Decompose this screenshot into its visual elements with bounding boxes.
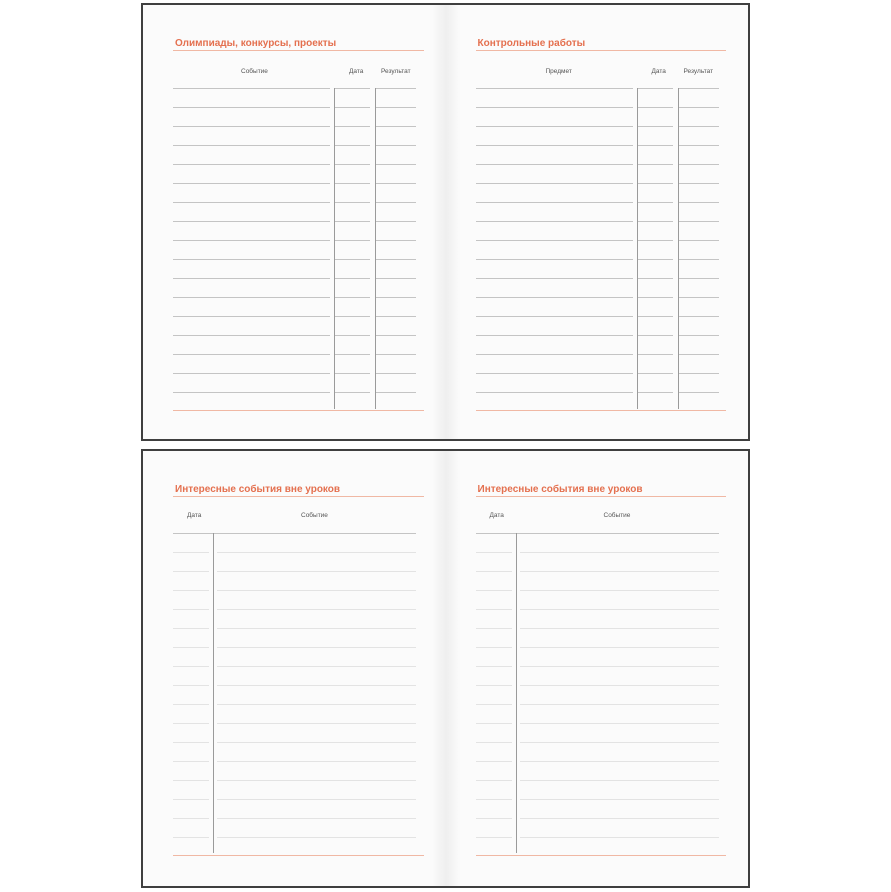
ruled-line (217, 666, 416, 667)
ruled-line (334, 259, 370, 260)
column-header-subject: Предмет (545, 68, 572, 75)
column-header-event: Событие (241, 68, 268, 75)
ruled-line (476, 316, 633, 317)
ruled-line (173, 107, 330, 108)
ruled-line (637, 240, 673, 241)
ruled-line (217, 571, 416, 572)
ruled-line (173, 666, 209, 667)
column-header-date: Дата (349, 68, 364, 75)
page-tests (446, 5, 749, 439)
ruled-line (678, 88, 719, 89)
ruled-line (476, 126, 633, 127)
ruled-line (217, 628, 416, 629)
ruled-line (678, 392, 719, 393)
ruled-line (476, 278, 633, 279)
ruled-line (217, 647, 416, 648)
ruled-line (334, 126, 370, 127)
page-title: Интересные события вне уроков (175, 484, 341, 495)
ruled-line (476, 240, 633, 241)
page-events-right (446, 451, 749, 886)
ruled-line (334, 392, 370, 393)
ruled-line (520, 628, 719, 629)
ruled-line (173, 259, 330, 260)
ruled-line (476, 164, 633, 165)
ruled-line (520, 590, 719, 591)
bottom-rule (476, 855, 727, 856)
ruled-line (217, 609, 416, 610)
ruled-line (334, 164, 370, 165)
ruled-line (520, 552, 719, 553)
ruled-line (476, 761, 512, 762)
ruled-line (520, 742, 719, 743)
ruled-line (334, 202, 370, 203)
ruled-line (476, 335, 633, 336)
ruled-line (678, 278, 719, 279)
ruled-line (334, 373, 370, 374)
notebook-spread-bottom (141, 449, 750, 888)
ruled-line (334, 354, 370, 355)
ruled-line (375, 107, 416, 108)
column-header-event: Событие (301, 512, 328, 519)
ruled-line (173, 647, 209, 648)
ruled-line (476, 609, 512, 610)
ruled-line (476, 780, 512, 781)
ruled-line (334, 335, 370, 336)
ruled-line (173, 221, 330, 222)
ruled-line (637, 164, 673, 165)
ruled-line (476, 571, 512, 572)
ruled-line (476, 392, 633, 393)
ruled-table (446, 451, 749, 886)
ruled-line (476, 818, 512, 819)
column-header-result: Результат (683, 68, 714, 75)
ruled-line (375, 259, 416, 260)
column-header-event: Событие (603, 512, 631, 519)
ruled-line (637, 335, 673, 336)
notebook-spread-top (141, 3, 750, 441)
ruled-line (520, 609, 719, 610)
ruled-line (173, 126, 330, 127)
ruled-line (678, 316, 719, 317)
page-events-left (143, 451, 446, 886)
ruled-line (173, 780, 209, 781)
ruled-line (217, 723, 416, 724)
ruled-line (173, 316, 330, 317)
ruled-line (476, 666, 512, 667)
ruled-line (520, 704, 719, 705)
ruled-line (476, 107, 633, 108)
ruled-line (217, 818, 416, 819)
ruled-line (637, 107, 673, 108)
ruled-line (637, 145, 673, 146)
page-title: Контрольные работы (477, 38, 586, 49)
ruled-line (476, 647, 512, 648)
ruled-line (476, 590, 512, 591)
column-divider (516, 533, 517, 853)
ruled-line (476, 221, 633, 222)
ruled-line (476, 145, 633, 146)
page-olympiads (143, 5, 446, 439)
ruled-line (678, 259, 719, 260)
ruled-line (334, 316, 370, 317)
ruled-line (637, 354, 673, 355)
ruled-line (375, 392, 416, 393)
column-divider (213, 533, 214, 853)
ruled-line (375, 297, 416, 298)
column-header-date: Дата (489, 512, 504, 519)
ruled-line (173, 183, 330, 184)
ruled-line (476, 259, 633, 260)
ruled-line (217, 685, 416, 686)
ruled-line (476, 373, 633, 374)
ruled-line (678, 373, 719, 374)
ruled-line (476, 799, 512, 800)
column-header-date: Дата (187, 512, 202, 519)
column-divider (637, 88, 638, 409)
ruled-line (520, 685, 719, 686)
ruled-line (217, 590, 416, 591)
ruled-line (173, 799, 209, 800)
column-header-result: Результат (381, 68, 411, 75)
ruled-line (173, 88, 330, 89)
ruled-line (173, 392, 330, 393)
ruled-line (637, 278, 673, 279)
ruled-line (173, 685, 209, 686)
ruled-line (476, 628, 512, 629)
ruled-line (637, 373, 673, 374)
ruled-line (173, 628, 209, 629)
ruled-line (637, 297, 673, 298)
ruled-line (520, 799, 719, 800)
ruled-line (678, 107, 719, 108)
ruled-line (520, 837, 719, 838)
column-divider (334, 88, 335, 409)
ruled-line (375, 183, 416, 184)
ruled-line (678, 183, 719, 184)
ruled-line (476, 723, 512, 724)
ruled-line (173, 202, 330, 203)
column-divider (678, 88, 679, 409)
ruled-line (520, 666, 719, 667)
ruled-line (520, 723, 719, 724)
ruled-line (375, 88, 416, 89)
ruled-line (637, 259, 673, 260)
ruled-line (334, 221, 370, 222)
ruled-line (678, 202, 719, 203)
ruled-line (375, 335, 416, 336)
ruled-line (476, 685, 512, 686)
ruled-line (173, 240, 330, 241)
ruled-line (375, 145, 416, 146)
ruled-line (678, 297, 719, 298)
ruled-line (173, 761, 209, 762)
ruled-line (375, 354, 416, 355)
ruled-line (678, 126, 719, 127)
ruled-line (520, 818, 719, 819)
ruled-line (217, 704, 416, 705)
column-divider (375, 88, 376, 409)
ruled-line (217, 780, 416, 781)
ruled-line (520, 571, 719, 572)
ruled-line (217, 799, 416, 800)
ruled-line (217, 742, 416, 743)
ruled-line (476, 354, 633, 355)
ruled-table (446, 5, 749, 439)
column-header-date: Дата (651, 68, 666, 75)
ruled-line (334, 88, 370, 89)
ruled-line (173, 742, 209, 743)
ruled-line (334, 145, 370, 146)
ruled-line (173, 609, 209, 610)
ruled-line (173, 818, 209, 819)
ruled-line (334, 240, 370, 241)
ruled-line (375, 240, 416, 241)
bottom-rule (173, 410, 424, 411)
ruled-line (334, 183, 370, 184)
ruled-line (520, 761, 719, 762)
ruled-line (173, 373, 330, 374)
ruled-line (173, 297, 330, 298)
ruled-line (476, 742, 512, 743)
ruled-line (375, 278, 416, 279)
ruled-line (476, 704, 512, 705)
ruled-line (637, 183, 673, 184)
ruled-line (476, 552, 512, 553)
ruled-line (334, 278, 370, 279)
ruled-line (637, 126, 673, 127)
ruled-line (678, 164, 719, 165)
ruled-line (173, 335, 330, 336)
header-rule (173, 533, 416, 534)
ruled-line (334, 107, 370, 108)
ruled-line (217, 761, 416, 762)
ruled-line (375, 316, 416, 317)
ruled-table (143, 451, 446, 886)
ruled-line (173, 552, 209, 553)
header-rule (476, 533, 719, 534)
ruled-line (476, 202, 633, 203)
ruled-line (173, 145, 330, 146)
ruled-line (334, 297, 370, 298)
ruled-line (173, 590, 209, 591)
ruled-line (375, 164, 416, 165)
ruled-line (476, 183, 633, 184)
ruled-line (173, 354, 330, 355)
ruled-line (375, 221, 416, 222)
ruled-line (476, 297, 633, 298)
ruled-line (678, 221, 719, 222)
ruled-line (375, 202, 416, 203)
ruled-line (173, 571, 209, 572)
ruled-line (637, 316, 673, 317)
bottom-rule (173, 855, 424, 856)
ruled-line (217, 552, 416, 553)
ruled-line (173, 723, 209, 724)
ruled-line (173, 704, 209, 705)
ruled-line (637, 88, 673, 89)
bottom-rule (476, 410, 727, 411)
ruled-line (520, 780, 719, 781)
ruled-line (637, 202, 673, 203)
ruled-line (637, 221, 673, 222)
ruled-line (173, 278, 330, 279)
ruled-line (678, 145, 719, 146)
page-title: Олимпиады, конкурсы, проекты (175, 38, 337, 49)
ruled-line (173, 164, 330, 165)
ruled-line (375, 126, 416, 127)
ruled-line (476, 88, 633, 89)
ruled-line (476, 837, 512, 838)
ruled-line (678, 354, 719, 355)
ruled-line (375, 373, 416, 374)
ruled-line (637, 392, 673, 393)
ruled-line (217, 837, 416, 838)
ruled-line (520, 647, 719, 648)
ruled-table (143, 5, 446, 439)
ruled-line (173, 837, 209, 838)
ruled-line (678, 240, 719, 241)
page-title: Интересные события вне уроков (477, 484, 643, 495)
ruled-line (678, 335, 719, 336)
